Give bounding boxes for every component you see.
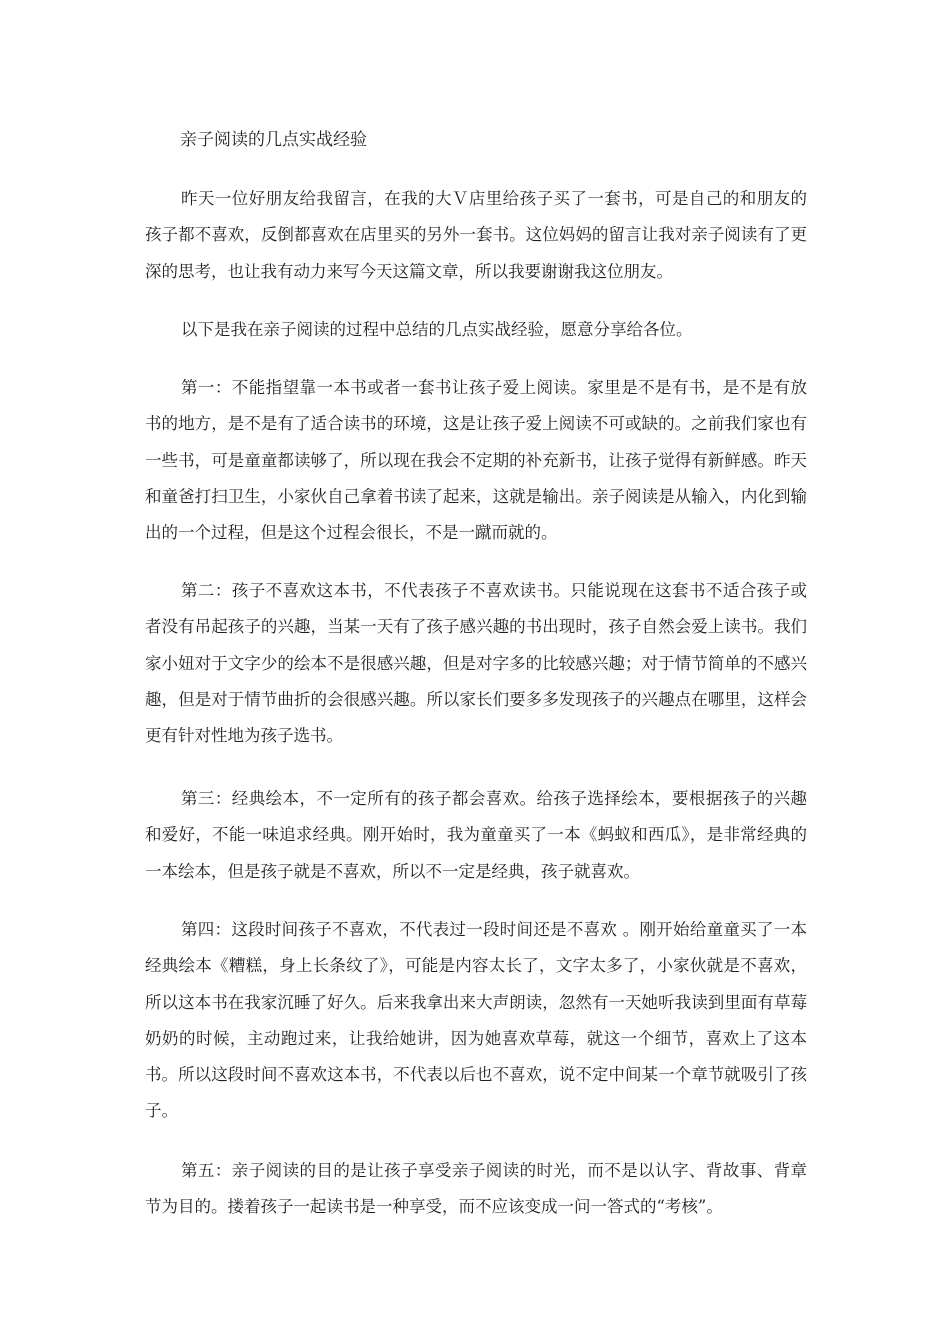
paragraph-point-4: 第四：这段时间孩子不喜欢，不代表过一段时间还是不喜欢 。刚开始给童童买了一本经典绘本《糟糕，身上长条纹了》，可能是内容太长了，文字太多了，小家伙就是不喜欢，所以这本书在我家沉睡了好久。后来我拿出来大声朗读，忽然有一天她听我读到里面有草莓奶奶的时候，主动跑过来，让我给她讲，因为她喜欢草莓，就这一个细节，喜欢上了这本书。所以这段时间不喜欢这本书，不代表以后也不喜欢，说不定中间某一个章节就吸引了孩子。 [145,920,807,1121]
paragraph-point-2: 第二：孩子不喜欢这本书，不代表孩子不喜欢读书。只能说现在这套书不适合孩子或者没有吊起孩子的兴趣，当某一天有了孩子感兴趣的书出现时，孩子自然会爱上读书。我们家小妞对于文字少的绘本不是很感兴趣，但是对字多的比较感兴趣；对于情节简单的不感兴趣，但是对于情节曲折的会很感兴趣。所以家长们要多多发现孩子的兴趣点在哪里，这样会更有针对性地为孩子选书。 [145,581,807,746]
paragraph-point-1: 第一：不能指望靠一本书或者一套书让孩子爱上阅读。家里是不是有书，是不是有放书的地方，是不是有了适合读书的环境，这是让孩子爱上阅读不可或缺的。之前我们家也有一些书，可是童童都读够了，所以现在我会不定期的补充新书，让孩子觉得有新鲜感。昨天和童爸打扫卫生，小家伙自己拿着书读了起来，这就是输出。亲子阅读是从输入，内化到输出的一个过程，但是这个过程会很长，不是一蹴而就的。 [145,378,807,543]
paragraph-intro: 昨天一位好朋友给我留言，在我的大Ｖ店里给孩子买了一套书，可是自己的和朋友的孩子都不喜欢，反倒都喜欢在店里买的另外一套书。这位妈妈的留言让我对亲子阅读有了更深的思考，也让我有动力来写今天这篇文章，所以我要谢谢我这位朋友。 [145,189,807,281]
paragraph-summary: 以下是我在亲子阅读的过程中总结的几点实战经验，愿意分享给各位。 [181,320,693,339]
paragraph-point-5: 第五：亲子阅读的目的是让孩子享受亲子阅读的时光，而不是以认字、背故事、背章节为目的。搂着孩子一起读书是一种享受，而不应该变成一问一答式的“考核”。 [145,1161,807,1217]
document-title: 亲子阅读的几点实战经验 [180,130,367,150]
paragraph-point-3: 第三：经典绘本，不一定所有的孩子都会喜欢。给孩子选择绘本，要根据孩子的兴趣和爱好，不能一味追求经典。刚开始时，我为童童买了一本《蚂蚁和西瓜》，是非常经典的一本绘本，但是孩子就是不喜欢，所以不一定是经典，孩子就喜欢。 [145,789,807,881]
